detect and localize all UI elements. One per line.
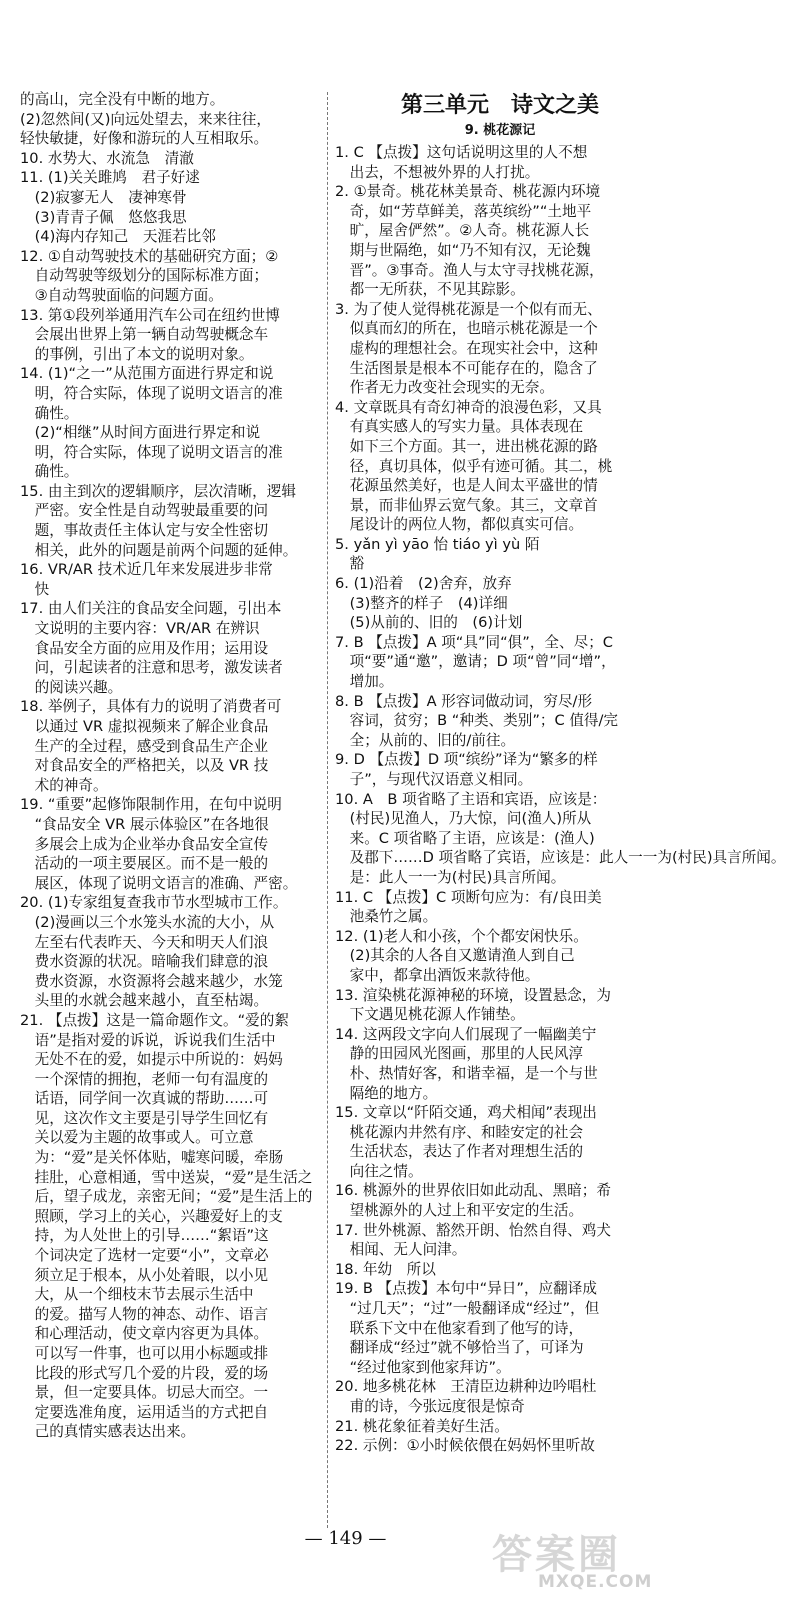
answer-line: 的事例，引出了本文的说明对象。	[20, 345, 254, 363]
unit-title: 第三单元 诗文之美	[400, 92, 599, 118]
answer-line: 生产的全过程，感受到食品生产企业	[20, 737, 269, 755]
answer-line: 15. 由主到次的逻辑顺序，层次清晰，逻辑	[20, 482, 296, 500]
answer-line: 多展会上成为企业举办食品安全宣传	[20, 835, 269, 853]
answer-line: 19. B 【点拨】本句中“异日”，应翻译成	[335, 1280, 597, 1298]
answer-line: 甫的诗，今张远度很是惊奇	[335, 1398, 525, 1415]
answer-line: 严密。安全性是自动驾驶最重要的问	[20, 502, 269, 520]
answer-line: 相闻、无人问津。	[335, 1241, 467, 1259]
answer-line: 下文遇见桃花源人作铺垫。	[335, 1006, 525, 1024]
answer-line: “经过他家到他家拜访”。	[335, 1358, 511, 1376]
answer-line: 挂肚，心意相通，雪中送炭，“爱”是生活之	[20, 1168, 313, 1186]
answer-line: 池桑竹之属。	[335, 908, 438, 926]
answer-line: 虚构的理想社会。在现实社会中，这种	[335, 339, 598, 357]
answer-line: 食品安全方面的应用及作用；运用设	[20, 639, 269, 657]
answer-line: (2)寂寥无人 凄神寒骨	[20, 188, 187, 206]
answer-line: 14. 这两段文字向人们展现了一幅幽美宁	[335, 1025, 597, 1043]
answer-line: 关以爱为主题的故事或人。可立意	[20, 1129, 254, 1147]
answer-line: (4)海内存知己 天涯若比邻	[20, 228, 216, 246]
answer-line: 静的田园风光图画，那里的人民风淳	[335, 1045, 584, 1063]
answer-line: 似真而幻的所在，也暗示桃花源是一个	[335, 320, 598, 338]
right-column	[335, 90, 786, 1456]
answer-line: 增加。	[335, 673, 394, 691]
answer-line: 费水资源，水资源将会越来越少，水笼	[20, 972, 283, 990]
answer-line: 来。C 项省略了主语，应该是：(渔人)	[335, 829, 595, 847]
answer-line: 4. 文章既具有奇幻神奇的浪漫色彩，又具	[335, 398, 602, 416]
answer-line: 16. VR/AR 技术近几年来发展进步非常	[20, 561, 273, 579]
answer-line: 确性。	[20, 463, 79, 481]
answer-line: 问，引起读者的注意和思考，激发读者	[20, 659, 283, 677]
answer-line: 20. (1)专家组复查我市节水型城市工作。	[20, 894, 288, 912]
answer-line: 术的神奇。	[20, 776, 108, 794]
answer-line: 生活状态，表达了作者对理想生活的	[335, 1143, 584, 1161]
answer-line: 17. 由人们关注的食品安全问题，引出本	[20, 600, 282, 618]
page-number: — 149 —	[304, 1528, 387, 1549]
answer-line: 隔绝的地方。	[335, 1084, 438, 1102]
answer-line: 6. (1)沿着 (2)舍弃，放弃	[335, 575, 512, 593]
answer-line: 的高山，完全没有中断的地方。	[20, 91, 225, 108]
answer-line: 13. 第①段列举通用汽车公司在纽约世博	[20, 306, 280, 324]
answer-line: 22. 示例：①小时候依偎在妈妈怀里听故	[335, 1437, 595, 1455]
answer-line: 18. 年幼 所以	[335, 1260, 436, 1278]
answer-line: 后，望子成龙，亲密无间；“爱”是生活上的	[20, 1188, 313, 1206]
answer-line: 及郡下……D 项省略了宾语，应该是：此人一一为(村民)具言所闻。	[335, 849, 786, 867]
answer-line: 明，符合实际，体现了说明文语言的准	[20, 384, 283, 402]
answer-line: 望桃源外的人过上和平安定的生活。	[335, 1202, 584, 1220]
answer-line: 语”是指对爱的诉说，诉说我们生活中	[20, 1031, 276, 1049]
answer-line: 会展出世界上第一辆自动驾驶概念车	[20, 326, 269, 344]
answer-line: 的爱。描写人物的神态、动作、语言	[20, 1305, 269, 1323]
answer-line: 豁	[335, 555, 365, 573]
answer-line: 联系下文中在他家看到了他写的诗，	[335, 1319, 584, 1337]
answer-line: 头里的水就会越来越小，直至枯竭。	[20, 992, 269, 1010]
answer-line: (2)“相继”从时间方面进行界定和说	[20, 424, 261, 442]
answer-line: 家中，都拿出酒饭来款待他。	[335, 966, 540, 984]
watermark-logo	[474, 1521, 679, 1595]
answer-line: 10. A B 项省略了主语和宾语，应该是：	[335, 790, 607, 808]
answer-line: 无处不在的爱，如提示中所说的：妈妈	[20, 1051, 283, 1069]
answer-line: 个词决定了选材一定要“小”，文章必	[20, 1247, 269, 1265]
answer-line: (村民)见渔人，乃大惊，问(渔人)所从	[335, 810, 592, 828]
watermark-text: 答案圈	[492, 1532, 621, 1578]
answer-line: 己的真情实感表达出来。	[20, 1423, 196, 1441]
answer-line: 花源虽然美好，也是人间太平盛世的情	[335, 477, 598, 495]
answer-line: 桃花源内井然有序、和睦安定的社会	[335, 1123, 584, 1141]
answer-line: 晋”。③事奇。渔人与太守寻找桃花源，	[335, 261, 604, 279]
answer-line: 确性。	[20, 404, 79, 422]
answer-line: 生活图景是根本不可能存在的，隐含了	[335, 359, 598, 377]
answer-line: 19. “重要”起修饰限制作用，在句中说明	[20, 796, 282, 814]
answer-line: 的阅读兴趣。	[20, 678, 123, 696]
answer-line: 17. 世外桃源、豁然开朗、怡然自得、鸡犬	[335, 1221, 611, 1239]
answer-line: 21. 【点拨】这是一篇命题作文。“爱的絮	[20, 1011, 289, 1029]
answer-line: 轻快敏捷，好像和游玩的人互相取乐。	[20, 130, 269, 148]
answer-line: “食品安全 VR 展示体验区”在各地很	[20, 815, 269, 833]
answer-line: 一个深情的拥抱，老师一句有温度的	[20, 1070, 269, 1088]
answer-line: 旷，屋舍俨然”。②人奇。桃花源人长	[335, 222, 590, 240]
answer-line: 见，这次作文主要是引导学生回忆有	[20, 1109, 269, 1127]
answer-line: 自动驾驶等级划分的国际标准方面；	[20, 267, 269, 285]
answer-line: 16. 桃源外的世界依旧如此动乱、黑暗；希	[335, 1182, 611, 1200]
answer-line: 7. B 【点拨】A 项“具”同“俱”，全、尽；C	[335, 633, 613, 651]
answer-line: 文说明的主要内容：VR/AR 在辨识	[20, 620, 260, 638]
answer-line: 以通过 VR 虚拟视频来了解企业食品	[20, 718, 269, 735]
answer-line: 为：“爱”是关怀体贴，嘘寒问暖，牵肠	[20, 1149, 284, 1167]
answer-line: 相关，此外的问题是前两个问题的延伸。	[20, 541, 298, 559]
answer-line: (2)其余的人各自又邀请渔人到自己	[335, 947, 575, 965]
answer-line: 3. 为了使人觉得桃花源是一个似有而无、	[335, 300, 602, 318]
right-answer-lines	[335, 143, 786, 1456]
answer-line: ③自动驾驶面临的问题方面。	[20, 286, 223, 304]
answer-line: 期与世隔绝，如“乃不知有汉，无论魏	[335, 241, 591, 259]
answer-line: 13. 渲染桃花源神秘的环境，设置悬念，为	[335, 986, 611, 1004]
answer-line: 费水资源的状况。暗喻我们肆意的浪	[20, 953, 269, 971]
answer-line: 有真实感人的写实力量。具体表现在	[335, 418, 584, 436]
answer-line: 径，真切具体，似乎有迹可循。其二，桃	[335, 457, 613, 475]
answer-line: 出去，不想被外界的人打扰。	[335, 163, 540, 181]
answer-line: 8. B 【点拨】A 形容词做动词，穷尽/形	[335, 692, 593, 710]
answer-line: 景，而非仙界云宽气象。其三，文章首	[335, 496, 598, 514]
answer-line: 持，为人处世上的引导……“絮语”这	[20, 1227, 269, 1245]
answer-line: 11. C 【点拨】C 项断句应为：有/良田美	[335, 888, 602, 906]
answer-line: 左至右代表昨天、今天和明天人们浪	[20, 933, 269, 951]
answer-line: (2)漫画以三个水笼头水流的大小，从	[20, 913, 275, 931]
answer-line: 展区，体现了说明文语言的准确、严密。	[20, 874, 298, 892]
left-column	[20, 90, 315, 1442]
answer-line: 是：此人一一为(村民)具言所闻。	[335, 868, 566, 886]
answer-line: 全；从前的、旧的/前往。	[335, 731, 516, 749]
column-divider	[327, 92, 328, 1528]
answer-line: “过几天”；“过”一般翻译成“经过”，但	[335, 1300, 600, 1318]
answer-line: 定要选准角度，运用适当的方式把自	[20, 1403, 269, 1421]
answer-line: 20. 地多桃花林 王清臣边耕种边吟唱杜	[335, 1378, 597, 1396]
answer-line: 活动的一项主要展区。而不是一般的	[20, 855, 269, 873]
answer-line: 14. (1)“之一”从范围方面进行界定和说	[20, 365, 274, 383]
answer-line: (2)忽然间(又)向远处望去，来来往往，	[20, 110, 271, 128]
answer-line: 21. 桃花象征着美好生活。	[335, 1417, 509, 1435]
answer-line: 如下三个方面。其一，进出桃花源的路	[335, 437, 598, 455]
answer-line: 尾设计的两位人物，都似真实可信。	[335, 516, 584, 534]
answer-line: 对食品安全的严格把关，以及 VR 技	[20, 757, 269, 775]
answer-line: 朴、热情好客，和谐幸福，是一个与世	[335, 1064, 598, 1082]
answer-line: 奇，如“芳草鲜美，落英缤纷”“土地平	[335, 202, 592, 220]
answer-line: 照顾，学习上的关心，兴趣爱好上的支	[20, 1207, 283, 1225]
answer-line: 5. yǎn yì yāo 怡 tiáo yì yù 陌	[335, 535, 540, 553]
answer-line: 比段的形式写几个爱的片段，爱的场	[20, 1364, 269, 1382]
answer-line: 题，事故责任主体认定与安全性密切	[20, 522, 269, 540]
answer-line: 须立足于根本，从小处着眼，以小见	[20, 1266, 269, 1284]
answer-line: 作者无力改变社会现实的无奈。	[335, 379, 554, 397]
answer-line: 项“要”通“邀”，邀请；D 项“曾”同“增”，	[335, 653, 616, 671]
answer-line: 可以写一件事，也可以用小标题或排	[20, 1345, 269, 1362]
answer-line: 2. ①景奇。桃花林美景奇、桃花源内环境	[335, 183, 601, 201]
answer-line: 大，从一个细枝末节去展示生活中	[20, 1286, 254, 1304]
answer-line: 18. 举例子，具体有力的说明了消费者可	[20, 698, 282, 716]
answer-line: 向往之情。	[335, 1162, 423, 1180]
answer-line: 容词，贫穷；B “种类、类别”；C 值得/完	[335, 712, 619, 730]
answer-line: (3)青青子佩 悠悠我思	[20, 208, 187, 226]
answer-line: 景，但一定要具体。切忌大而空。一	[20, 1384, 269, 1402]
answer-line: 都一无所获，不见其踪影。	[335, 281, 525, 299]
answer-line: (5)从前的、旧的 (6)计划	[335, 614, 523, 632]
answer-line: 10. 水势大、水流急 清澈	[20, 149, 194, 167]
answer-line: 12. ①自动驾驶技术的基础研究方面；②	[20, 247, 279, 265]
answer-line: 明，符合实际，体现了说明文语言的准	[20, 443, 283, 461]
answer-line: (3)整齐的样子 (4)详细	[335, 594, 508, 612]
answer-line: 11. (1)关关雎鸠 君子好逑	[20, 169, 200, 187]
answer-line: 翻译成“经过”就不够恰当了，可译为	[335, 1339, 584, 1357]
answer-line: 和心理活动，使文章内容更为具体。	[20, 1325, 269, 1343]
watermark-url: MXQE.COM	[538, 1572, 653, 1592]
answer-line: 子”，与现代汉语意义相同。	[335, 771, 533, 788]
answer-line: 15. 文章以“阡陌交通，鸡犬相闻”表现出	[335, 1104, 597, 1122]
answer-line: 话语，同学间一次真诚的帮助……可	[20, 1090, 269, 1108]
answer-line: 12. (1)老人和小孩，个个都安闲快乐。	[335, 927, 588, 945]
answer-line: 1. C 【点拨】这句话说明这里的人不想	[335, 144, 588, 161]
answer-line: 9. D 【点拨】D 项“缤纷”译为“繁多的样	[335, 751, 598, 769]
lesson-title: 9. 桃花源记	[464, 123, 536, 138]
answer-line: 快	[20, 580, 50, 598]
